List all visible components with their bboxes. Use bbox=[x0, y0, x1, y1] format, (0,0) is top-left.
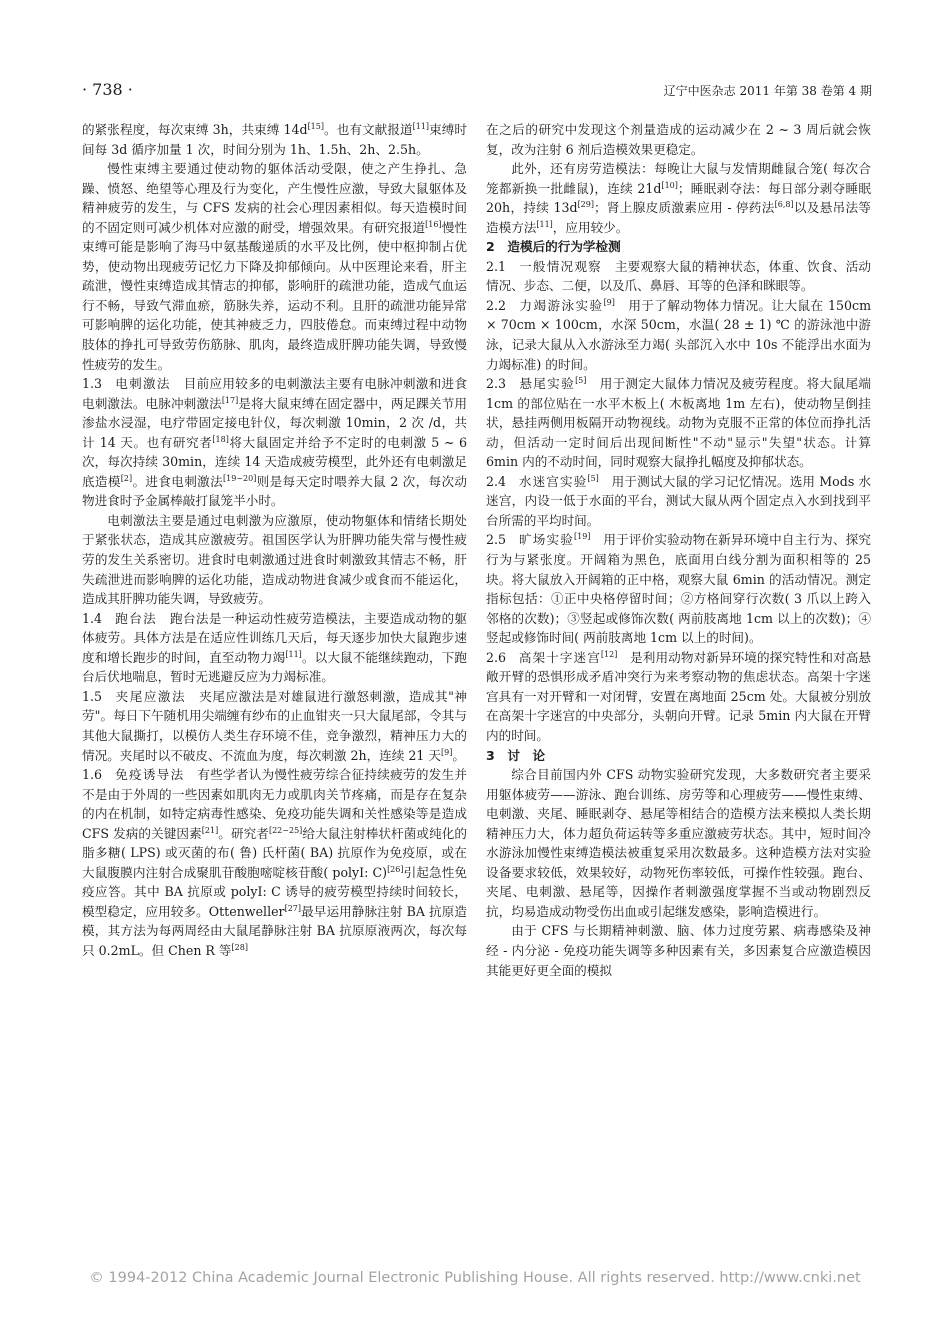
subsection-1-4: 1.4 跑台法 跑台法是一种运动性疲劳造模法，主要造成动物的躯体疲劳。具体方法是在适应性训练几天后，每天逐步加快大鼠跑步速度和增长跑步的时间，直至动物力竭[11]。以大鼠不能继续跑动，下跑台后伏地喘息，暂时无逃避反应为力竭标准。 bbox=[82, 610, 468, 685]
right-column bbox=[486, 120, 871, 980]
left-column bbox=[82, 120, 467, 961]
journal-running-head: 辽宁中医杂志 2011 年第 38 卷第 4 期 bbox=[663, 84, 872, 98]
subsection-2-4: 2.4 水迷宫实验[5] 用于测试大鼠的学习记忆情况。选用 Mods 水迷宫，内设一低于水面的平台，测试大鼠从两个固定点入水到找到平台所需的平均时间。 bbox=[486, 473, 871, 528]
subsection-2-3: 2.3 悬尾实验[5] 用于测定大鼠体力情况及疲劳程度。将大鼠尾端 1cm 的部位贴在一水平木板上( 木板离地 1m 左右)，使动物呈倒挂状，悬挂两侧用板隔开动物视线。动物为克服不正常的体位而挣扎活动，但活动一定时间后出现间断性"不动"显示"失望"状态。计算 6min 内的不动时间，同时观察大鼠挣扎幅度及抑郁状态。 bbox=[486, 375, 872, 470]
subsection-1-3: 1.3 电刺激法 目前应用较多的电刺激法主要有电脉冲刺激和进食电刺激法。电脉冲刺激法[17]是将大鼠束缚在固定器中，两足踝关节用渗盐水浸湿，电疗带固定接电针仪，每次刺激 10min，2 次 /d，共计 14 天。也有研究者[18]将大鼠固定并给予不定时的电刺激 5 ~ 6 次，每次持续 30min，连续 14 天造成疲劳模型，此外还有电刺激足底造模[2]。进食电刺激法[19~20]则是每天定时喂养大鼠 2 次，每次动物进食时予金属棒敲打鼠笼半小时。 bbox=[82, 376, 468, 509]
paragraph: 的紧张程度，每次束缚 3h，共束缚 14d[15]。也有文献报道[11]束缚时间每 3d 循序加量 1 次，时间分别为 1h、1.5h、2h、2.5h。 bbox=[82, 121, 468, 157]
subsection-2-6: 2.6 高架十字迷宫[12] 是利用动物对新异环境的探究特性和对高悬敞开臂的恐惧形成矛盾冲突行为来考察动物的焦虑状态。高架十字迷宫具有一对开臂和一对闭臂，安置在离地面 25cm 处。大鼠被分别放在高架十字迷宫的中央部分，头朝向开臂。记录 5min 内大鼠在开臂内的时间。 bbox=[486, 649, 872, 743]
paragraph: 此外，还有房劳造模法：每晚让大鼠与发情期雌鼠合笼( 每次合笼都新换一批雌鼠)，连续 21d[10]；睡眠剥夺法：每日部分剥夺睡眠 20h，持续 13d[29]；肾上腺皮质激素应用 - 停药法[6,8]以及悬吊法等造模方法[11]，应用较少。 bbox=[486, 161, 871, 235]
subsection-1-6: 1.6 免疫诱导法 有些学者认为慢性疲劳综合征持续疲劳的发生并不是由于外周的一些因素如肌肉无力或肌肉关节疼痛，而是存在复杂的内在机制，如特定病毒性感染、免疫功能失调和关性感染等是造成 CFS 发病的关键因素[21]。研究者[22~25]给大鼠注射棒状杆菌或纯化的脂多糖( LPS) 或灭菌的布( 鲁) 氏杆菌( BA) 抗原作为免疫原，或在大鼠腹膜内注射合成聚肌苷酸胞嘧啶核苷酸( polyI: C)[26]引起急性免疫应答。其中 BA 抗原或 polyI: C 诱导的疲劳模型持续时间较长，模型稳定，应用较多。Ottenweller[27]最早运用静脉注射 BA 抗原造模，其方法为每两周经由大鼠尾静脉注射 BA 抗原原液两次，每次每只 0.2mL。但 Chen R 等[28] bbox=[82, 767, 468, 958]
paragraph: 电刺激法主要是通过电刺激为应激原，使动物躯体和情绪长期处于紧张状态，造成其应激疲劳。祖国医学认为肝脾功能失常与慢性疲劳的发生关系密切。进食时电刺激通过进食时刺激致其情志不畅，肝失疏泄进而影响脾的运化功能，造成动物进食减少或食而不能运化，造成其肝脾功能失调，导致疲劳。 bbox=[82, 512, 467, 607]
subsection-2-2: 2.2 力竭游泳实验[9] 用于了解动物体力情况。让大鼠在 150cm × 70cm × 100cm，水深 50cm，水温( 28 ± 1) ℃ 的游泳池中游泳，记录大鼠从入水游泳至力竭( 头部沉入水中 10s 不能浮出水面为力竭标准) 的时间。 bbox=[486, 297, 872, 372]
subsection-2-1: 2.1 一般情况观察 主要观察大鼠的精神状态，体重、饮食、活动情况、步态、二便，以及爪、鼻唇、耳等的色泽和眯眼等。 bbox=[486, 258, 872, 294]
paragraph: 综合目前国内外 CFS 动物实验研究发现，大多数研究者主要采用躯体疲劳——游泳、跑台训练、房劳等和心理疲劳——慢性束缚、电刺激、夹尾、睡眠剥夺、悬尾等相结合的造模方法来模拟人类长期精神压力大，体力超负荷运转等多重应激疲劳状态。其中，短时间冷水游泳加慢性束缚造模法被重复采用次数最多。这种造模方法对实验设备要求较低，效果较好，动物死伤率较低，可操作性较强。跑台、夹尾、电刺激、悬尾等，因操作者刺激强度掌握不当或动物剧烈反抗，均易造成动物受伤出血或引起继发感染，影响造模进行。 bbox=[486, 767, 871, 919]
section-heading-2: 2 造模后的行为学检测 bbox=[486, 239, 621, 255]
copyright-footer: © 1994-2012 China Academic Journal Electronic Publishing House. All rights reserved. http://www.cnki.net bbox=[89, 1270, 861, 1286]
paragraph: 在之后的研究中发现这个剂量造成的运动减少在 2 ~ 3 周后就会恢复，改为注射 6 剂后造模效果更稳定。 bbox=[486, 122, 871, 157]
section-heading-3: 3 讨 论 bbox=[486, 747, 546, 763]
paragraph: 由于 CFS 与长期精神刺激、脑、体力过度劳累、病毒感染及神经 - 内分泌 - 免疫功能失调等多种因素有关，多因素复合应激造模因其能更好更全面的模拟 bbox=[486, 923, 871, 978]
paragraph: 慢性束缚主要通过使动物的躯体活动受限，使之产生挣扎、急躁、愤怒、绝望等心理及行为变化，产生慢性应激，导致大鼠躯体及精神疲劳的发生，与 CFS 发病的社会心理因素相似。每天造模时间的不固定则可减少机体对应激的耐受，增强效果。有研究报道[16]慢性束缚可能是影响了海马中氨基酸递质的水平及比例，使中枢抑制占优势，使动物出现疲劳记忆力下降及抑郁倾向。从中医理论来看，肝主疏泄，慢性束缚造成其情志的抑郁，影响肝的疏泄功能，造成气血运行不畅，导致气滞血瘀，筋脉失养，运动不利。且肝的疏泄功能异常可影响脾的运化功能，使其神疲乏力，四肢倦怠。而束缚过程中动物肢体的挣扎可导致劳伤筋脉、肌肉，最终造成肝脾功能失调，导致慢性疲劳的发生。 bbox=[82, 161, 468, 372]
subsection-2-5: 2.5 旷场实验[19] 用于评价实验动物在新异环境中自主行为、探究行为与紧张度。开阔箱为黑色，底面用白线分割为面积相等的 25 块。将大鼠放入开阔箱的正中格，观察大鼠 6min 的活动情况。测定指标包括：①正中央格停留时间；②方格间穿行次数( 3 爪以上跨入邻格的次数)；③竖起或修饰次数( 两前肢离地 1cm 以上的次数)；④竖起或修饰时间( 两前肢离地 1cm 以上的时间)。 bbox=[486, 532, 872, 646]
page-number: · 738 · bbox=[82, 80, 133, 99]
subsection-1-5: 1.5 夹尾应激法 夹尾应激法是对雄鼠进行激怒刺激，造成其"神劳"。每日下午随机用尖端缠有纱布的止血钳夹一只大鼠尾部，令其与其他大鼠撕打，以模仿人类生存环境不佳，竞争激烈，精神压力大的情况。夹尾时以不破皮、不流血为度，每次刺激 2h，连续 21 天[9]。 bbox=[82, 688, 468, 763]
